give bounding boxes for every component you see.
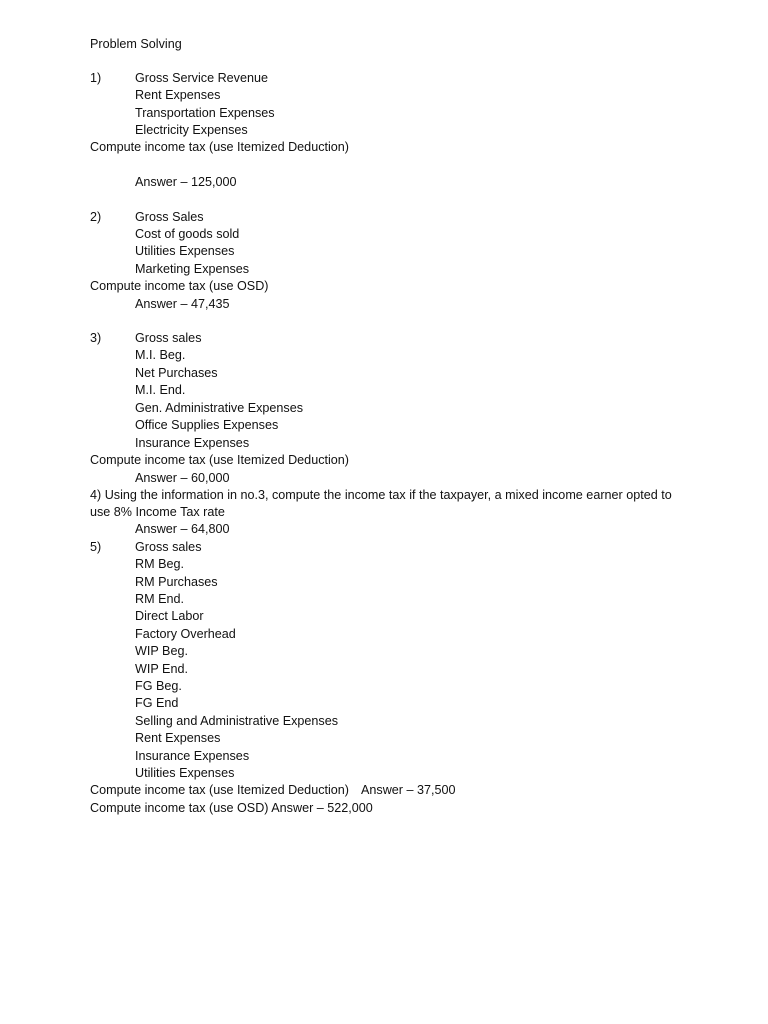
p1-answer: Answer – 125,000 bbox=[135, 175, 237, 189]
p5-item-label: Factory Overhead bbox=[135, 627, 236, 641]
p5-item-label: Insurance Expenses bbox=[135, 749, 250, 763]
p1-item-label: Transportation Expenses bbox=[135, 106, 275, 120]
p3-number: 3) bbox=[90, 331, 102, 345]
p2-number: 2) bbox=[90, 210, 102, 224]
p5-item-label: FG End bbox=[135, 696, 179, 710]
p5-item-label: Utilities Expenses bbox=[135, 766, 235, 780]
p1-number: 1) bbox=[90, 71, 102, 85]
p3-item-label: M.I. End. bbox=[135, 383, 186, 397]
p3-item-label: Office Supplies Expenses bbox=[135, 418, 279, 432]
p5-answer-itemized: Answer – 37,500 bbox=[361, 783, 456, 797]
p2-item-label: Cost of goods sold bbox=[135, 227, 240, 241]
p3-item-label: Gen. Administrative Expenses bbox=[135, 401, 303, 415]
p4-answer: Answer – 64,800 bbox=[135, 522, 230, 536]
document-title: Problem Solving bbox=[90, 37, 182, 51]
p2-item-label: Utilities Expenses bbox=[135, 244, 235, 258]
p1-item-label: Rent Expenses bbox=[135, 88, 221, 102]
p3-item-label: Gross sales bbox=[135, 331, 202, 345]
p5-item-label: Selling and Administrative Expenses bbox=[135, 714, 339, 728]
p5-item-label: WIP Beg. bbox=[135, 644, 188, 658]
p5-item-label: Gross sales bbox=[135, 540, 202, 554]
p5-item-label: RM Beg. bbox=[135, 557, 184, 571]
p2-item-label: Marketing Expenses bbox=[135, 262, 250, 276]
p5-item-label: Rent Expenses bbox=[135, 731, 221, 745]
p5-item-label: WIP End. bbox=[135, 662, 188, 676]
p2-instruction: Compute income tax (use OSD) bbox=[90, 279, 269, 293]
p5-item-label: Direct Labor bbox=[135, 609, 204, 623]
p5-instruction-osd: Compute income tax (use OSD) Answer – 522,000 bbox=[90, 801, 373, 815]
p1-item-label: Electricity Expenses bbox=[135, 123, 248, 137]
p1-item-label: Gross Service Revenue bbox=[135, 71, 268, 85]
p5-item-label: RM End. bbox=[135, 592, 184, 606]
p3-item-label: Net Purchases bbox=[135, 366, 218, 380]
p5-instruction-itemized: Compute income tax (use Itemized Deduction) bbox=[90, 783, 349, 797]
p4-question: 4) Using the information in no.3, compute the income tax if the taxpayer, a mixed income earner opted to use 8% Income Tax rate bbox=[90, 488, 672, 519]
p1-instruction: Compute income tax (use Itemized Deduction) bbox=[90, 140, 349, 154]
p3-item-label: Insurance Expenses bbox=[135, 436, 250, 450]
p3-instruction: Compute income tax (use Itemized Deduction) bbox=[90, 453, 349, 467]
p3-answer: Answer – 60,000 bbox=[135, 471, 230, 485]
p5-number: 5) bbox=[90, 540, 102, 554]
p5-item-label: RM Purchases bbox=[135, 575, 218, 589]
p2-answer: Answer – 47,435 bbox=[135, 297, 230, 311]
p5-item-label: FG Beg. bbox=[135, 679, 182, 693]
p3-item-label: M.I. Beg. bbox=[135, 348, 186, 362]
p2-item-label: Gross Sales bbox=[135, 210, 204, 224]
